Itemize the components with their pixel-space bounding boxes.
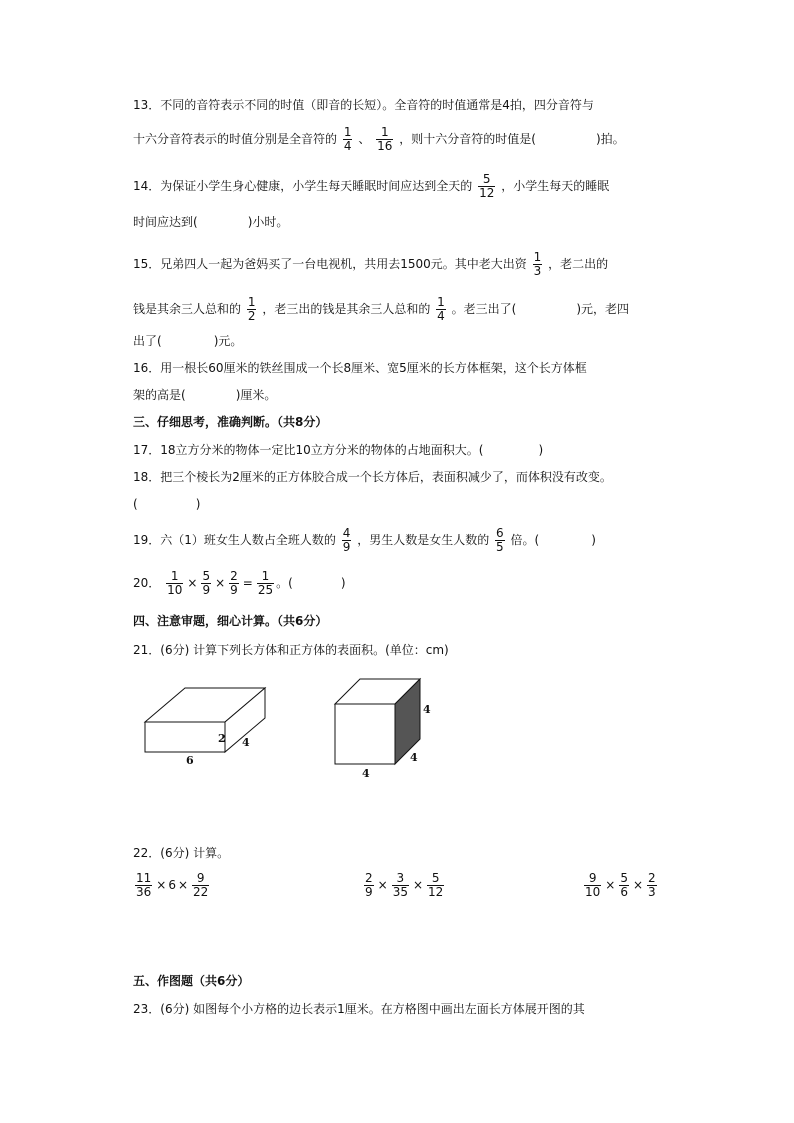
q17-text: 17．18立方分米的物体一定比10立方分米的物体的占地面积大。( xyxy=(133,443,484,457)
q14-fraction: $\frac{5}{12}$ xyxy=(479,172,495,200)
q15-text-b-mid2: 。老三出了( xyxy=(451,302,517,316)
q20-fraction-3: $\frac{2}{9}$ xyxy=(230,569,238,597)
q13-line2 xyxy=(133,126,625,153)
times-sign: × xyxy=(632,878,644,892)
q16-line2 xyxy=(133,387,276,403)
q14-text-b: 时间应达到( xyxy=(133,215,198,229)
q20-fraction-2: $\frac{5}{9}$ xyxy=(202,569,211,597)
q20-tail: 。( xyxy=(276,576,293,590)
q19-line xyxy=(133,527,596,554)
q15-line1 xyxy=(133,251,608,278)
q15-text: 15．兄弟四人一起为爸妈买了一台电视机，共用去1500元。其中老大出资 xyxy=(133,257,527,271)
times-sign: × xyxy=(412,878,424,892)
q16-text-b-end: )厘米。 xyxy=(235,388,277,402)
q15-fraction-1: $\frac{1}{3}$ xyxy=(533,250,542,278)
q19-text: 19．六（1）班女生人数占全班人数的 xyxy=(133,533,336,547)
q15-text-c-end: )元。 xyxy=(213,334,243,348)
times-sign: × xyxy=(215,576,226,590)
q20-fraction-result: $\frac{1}{25}$ xyxy=(257,569,274,597)
q22-e2-fraction-c: $\frac{5}{12}$ xyxy=(428,871,444,899)
cuboid-length-label: 6 xyxy=(186,754,194,767)
q19-text-mid: ，男生人数是女生人数的 xyxy=(357,533,490,547)
q15-fraction-3: $\frac{1}{4}$ xyxy=(437,295,445,323)
q20-tail-end: ) xyxy=(340,576,346,590)
times-sign: × xyxy=(605,878,616,892)
q22-e3-fraction-a: $\frac{9}{10}$ xyxy=(585,871,601,899)
q22-line: 22．(6分) 计算。 xyxy=(133,846,230,860)
q21-line: 21．(6分) 计算下列长方体和正方体的表面积。(单位：cm) xyxy=(133,643,449,657)
q19-text-end: ) xyxy=(591,533,596,547)
q14-line2 xyxy=(133,214,288,230)
q22-e2-fraction-b: $\frac{3}{35}$ xyxy=(392,871,408,899)
q22-expression-3 xyxy=(582,872,659,899)
q17-line xyxy=(133,442,543,458)
q16-text-b: 架的高是( xyxy=(133,388,186,402)
equals-sign: = xyxy=(242,576,253,590)
cuboid-width-label: 4 xyxy=(242,736,250,749)
q13-fraction-2: $\frac{1}{16}$ xyxy=(377,125,393,153)
cuboid-height-label: 2 xyxy=(218,732,226,745)
q15-line3 xyxy=(133,333,242,349)
q23-line: 23．(6分) 如图每个小方格的边长表示1厘米。在方格图中画出左面长方体展开图的其 xyxy=(133,1002,585,1016)
q14-text: 14．为保证小学生身心健康，小学生每天睡眠时间应达到全天的 xyxy=(133,179,473,193)
q16-line1: 16．用一根长60厘米的铁丝围成一个长8厘米、宽5厘米的长方体框架，这个长方体框 xyxy=(133,361,587,375)
q14-text-b-end: )小时。 xyxy=(247,215,289,229)
q20-line xyxy=(133,570,346,597)
q13-text-mid: ，则十六分音符的时值是( xyxy=(399,132,536,146)
section-3-heading: 三、仔细思考，准确判断。（共8分） xyxy=(133,415,328,429)
q22-e2-fraction-a: $\frac{2}{9}$ xyxy=(365,871,373,899)
section-5-heading: 五、作图题（共6分） xyxy=(133,974,250,988)
q18-text-b: ( xyxy=(133,497,138,511)
cube-depth-label: 4 xyxy=(410,751,418,764)
q22-expression-1 xyxy=(133,872,211,899)
section-4-heading: 四、注意审题，细心计算。（共6分） xyxy=(133,614,328,628)
q15-text-b-end: )元，老四 xyxy=(576,302,629,316)
times-sign: × xyxy=(177,878,189,892)
times-sign: × xyxy=(187,576,198,590)
q22-expression-2 xyxy=(362,872,446,899)
q13-text-end: )拍。 xyxy=(595,132,625,146)
times-sign: × xyxy=(377,878,388,892)
cube-bottom-label: 4 xyxy=(362,767,370,780)
q22-e1-fraction-a: $\frac{11}{36}$ xyxy=(136,871,152,899)
q13-line1: 13．不同的音符表示不同的时值（即音的长短）。全音符的时值通常是4拍，四分音符与 xyxy=(133,98,594,112)
q20-fraction-1: $\frac{1}{10}$ xyxy=(167,569,183,597)
q15-line2 xyxy=(133,296,629,323)
q22-e3-fraction-b: $\frac{5}{6}$ xyxy=(620,871,628,899)
q14-line1 xyxy=(133,173,609,200)
q13-separator: 、 xyxy=(358,132,371,146)
q22-e3-fraction-c: $\frac{2}{3}$ xyxy=(648,871,656,899)
q15-fraction-2: $\frac{1}{2}$ xyxy=(247,295,256,323)
q22-e1-fraction-c: $\frac{9}{22}$ xyxy=(193,871,209,899)
q19-text-mid2: 倍。( xyxy=(510,533,540,547)
q13-text: 十六分音符表示的时值分别是全音符的 xyxy=(133,132,338,146)
cube-figure xyxy=(330,675,440,785)
q13-fraction-1: $\frac{1}{4}$ xyxy=(343,125,352,153)
q22-e1-integer: 6 xyxy=(168,878,176,892)
q20-label: 20． xyxy=(133,576,161,590)
q18-line2 xyxy=(133,496,200,512)
q15-text-c: 出了( xyxy=(133,334,162,348)
q15-text-end: ，老二出的 xyxy=(548,257,609,271)
q15-text-b-mid: ，老三出的钱是其余三人总和的 xyxy=(262,302,431,316)
q18-line1: 18．把三个棱长为2厘米的正方体胶合成一个长方体后，表面积减少了，而体积没有改变。 xyxy=(133,470,612,484)
q19-fraction-2: $\frac{6}{5}$ xyxy=(496,526,504,554)
cuboid-figure xyxy=(140,684,270,769)
q14-text-end: ，小学生每天的睡眠 xyxy=(501,179,610,193)
q15-text-b: 钱是其余三人总和的 xyxy=(133,302,242,316)
cube-right-label: 4 xyxy=(423,703,431,716)
q17-text-end: ) xyxy=(538,443,544,457)
q18-text-b-end: ) xyxy=(195,497,201,511)
times-sign: × xyxy=(156,878,167,892)
q19-fraction-1: $\frac{4}{9}$ xyxy=(342,526,351,554)
